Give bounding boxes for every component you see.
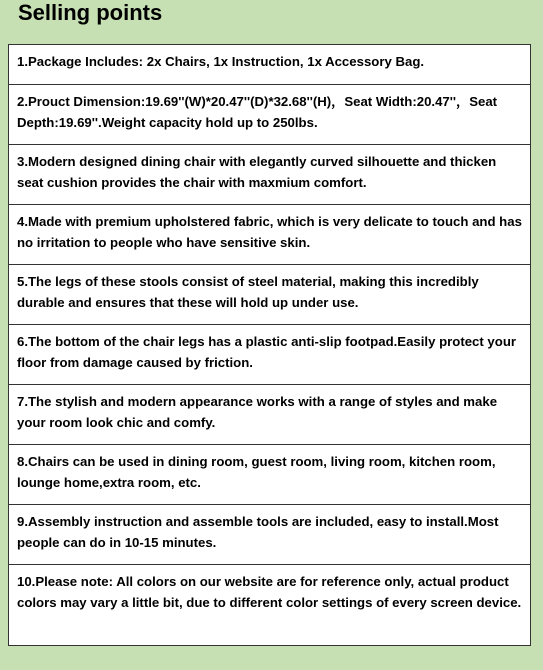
table-row	[9, 45, 531, 85]
selling-point-9: 9.Assembly instruction and assemble tools are included, easy to install.Most people can do in 10-15 minutes.	[9, 505, 531, 565]
table-row	[9, 265, 531, 325]
selling-point-8: 8.Chairs can be used in dining room, guest room, living room, kitchen room, lounge home,extra room, etc.	[9, 445, 531, 505]
page-title: Selling points	[18, 0, 163, 25]
selling-points-table	[8, 44, 531, 646]
selling-point-6: 6.The bottom of the chair legs has a plastic anti-slip footpad.Easily protect your floor from damage caused by friction.	[9, 325, 531, 385]
selling-point-2: 2.Prouct Dimension:19.69''(W)*20.47''(D)*32.68''(H)，Seat Width:20.47''，Seat Depth:19.69''.Weight capacity hold up to 250lbs.	[9, 85, 531, 145]
table-row	[9, 205, 531, 265]
selling-point-10: 10.Please note: All colors on our website are for reference only, actual product colors may vary a little bit, due to different color settings of every screen device.	[9, 565, 531, 646]
table-row	[9, 565, 531, 646]
table-row	[9, 505, 531, 565]
selling-point-3: 3.Modern designed dining chair with elegantly curved silhouette and thicken seat cushion provides the chair with maxmium comfort.	[9, 145, 531, 205]
table-row	[9, 445, 531, 505]
table-row	[9, 85, 531, 145]
table-row	[9, 385, 531, 445]
selling-point-4: 4.Made with premium upholstered fabric, which is very delicate to touch and has no irritation to people who have sensitive skin.	[9, 205, 531, 265]
selling-point-7: 7.The stylish and modern appearance works with a range of styles and make your room look chic and comfy.	[9, 385, 531, 445]
table-row	[9, 145, 531, 205]
table-row	[9, 325, 531, 385]
selling-point-1: 1.Package Includes: 2x Chairs, 1x Instruction, 1x Accessory Bag.	[9, 45, 531, 85]
selling-point-5: 5.The legs of these stools consist of steel material, making this incredibly durable and ensures that these will hold up under use.	[9, 265, 531, 325]
